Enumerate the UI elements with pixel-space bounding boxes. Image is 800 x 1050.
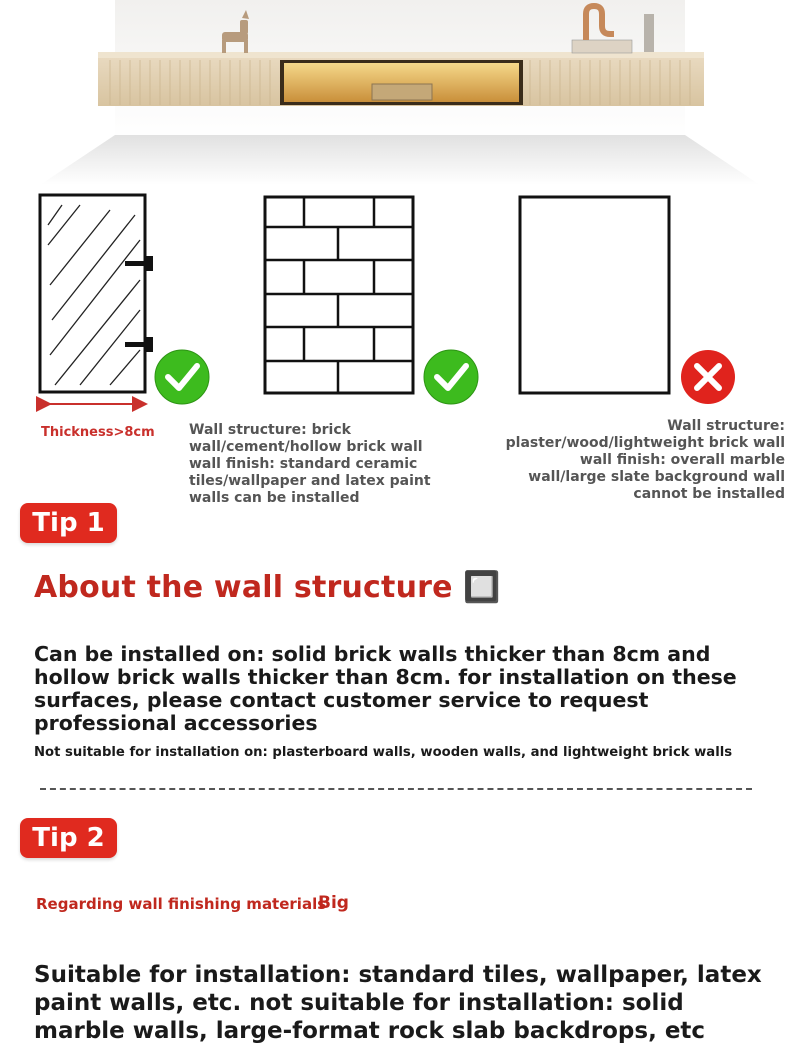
big-tag: Big — [318, 893, 349, 913]
wall-diagrams — [0, 185, 800, 505]
tip2-badge: Tip 2 — [20, 818, 117, 858]
tv-cabinet-illustration — [0, 0, 800, 185]
check-icon — [424, 350, 478, 404]
non-installable-wall-caption: Wall structure: plaster/wood/lightweight brick wall wall finish: overall marble wall/large slate background wall cannot be installed — [505, 418, 785, 502]
solid-wall-diagram — [40, 195, 153, 404]
cross-icon — [681, 350, 735, 404]
tip1-body: Can be installed on: solid brick walls thicker than 8cm and hollow brick walls thicker than 8cm. for installation on these surfaces, please contact customer service to request professional accessories — [34, 642, 737, 735]
tip2-body: Suitable for installation: standard tiles, wallpaper, latex paint walls, etc. not suitable for installation: solid marble walls, large-format rock slab backdrops, etc — [34, 962, 762, 1044]
tip1-badge: Tip 1 — [20, 503, 117, 543]
installable-wall-caption: Wall structure: brick wall/cement/hollow brick wall wall finish: standard ceramic tiles/wallpaper and latex paint walls can be installed — [189, 422, 431, 506]
thickness-label: Thickness>8cm — [41, 425, 155, 440]
wall-type-diagrams — [0, 185, 800, 415]
brick-wall-diagram — [265, 197, 413, 393]
hero-tv-cabinet-image — [0, 0, 800, 185]
check-icon — [155, 350, 209, 404]
dashed-divider — [40, 788, 752, 790]
tip1-note: Not suitable for installation on: plasterboard walls, wooden walls, and lightweight brick walls — [34, 745, 733, 760]
tip2-subheading: Regarding wall finishing materials — [36, 895, 327, 913]
tip1-heading: About the wall structure 🔲 — [34, 570, 501, 605]
plain-wall-diagram — [520, 197, 669, 393]
